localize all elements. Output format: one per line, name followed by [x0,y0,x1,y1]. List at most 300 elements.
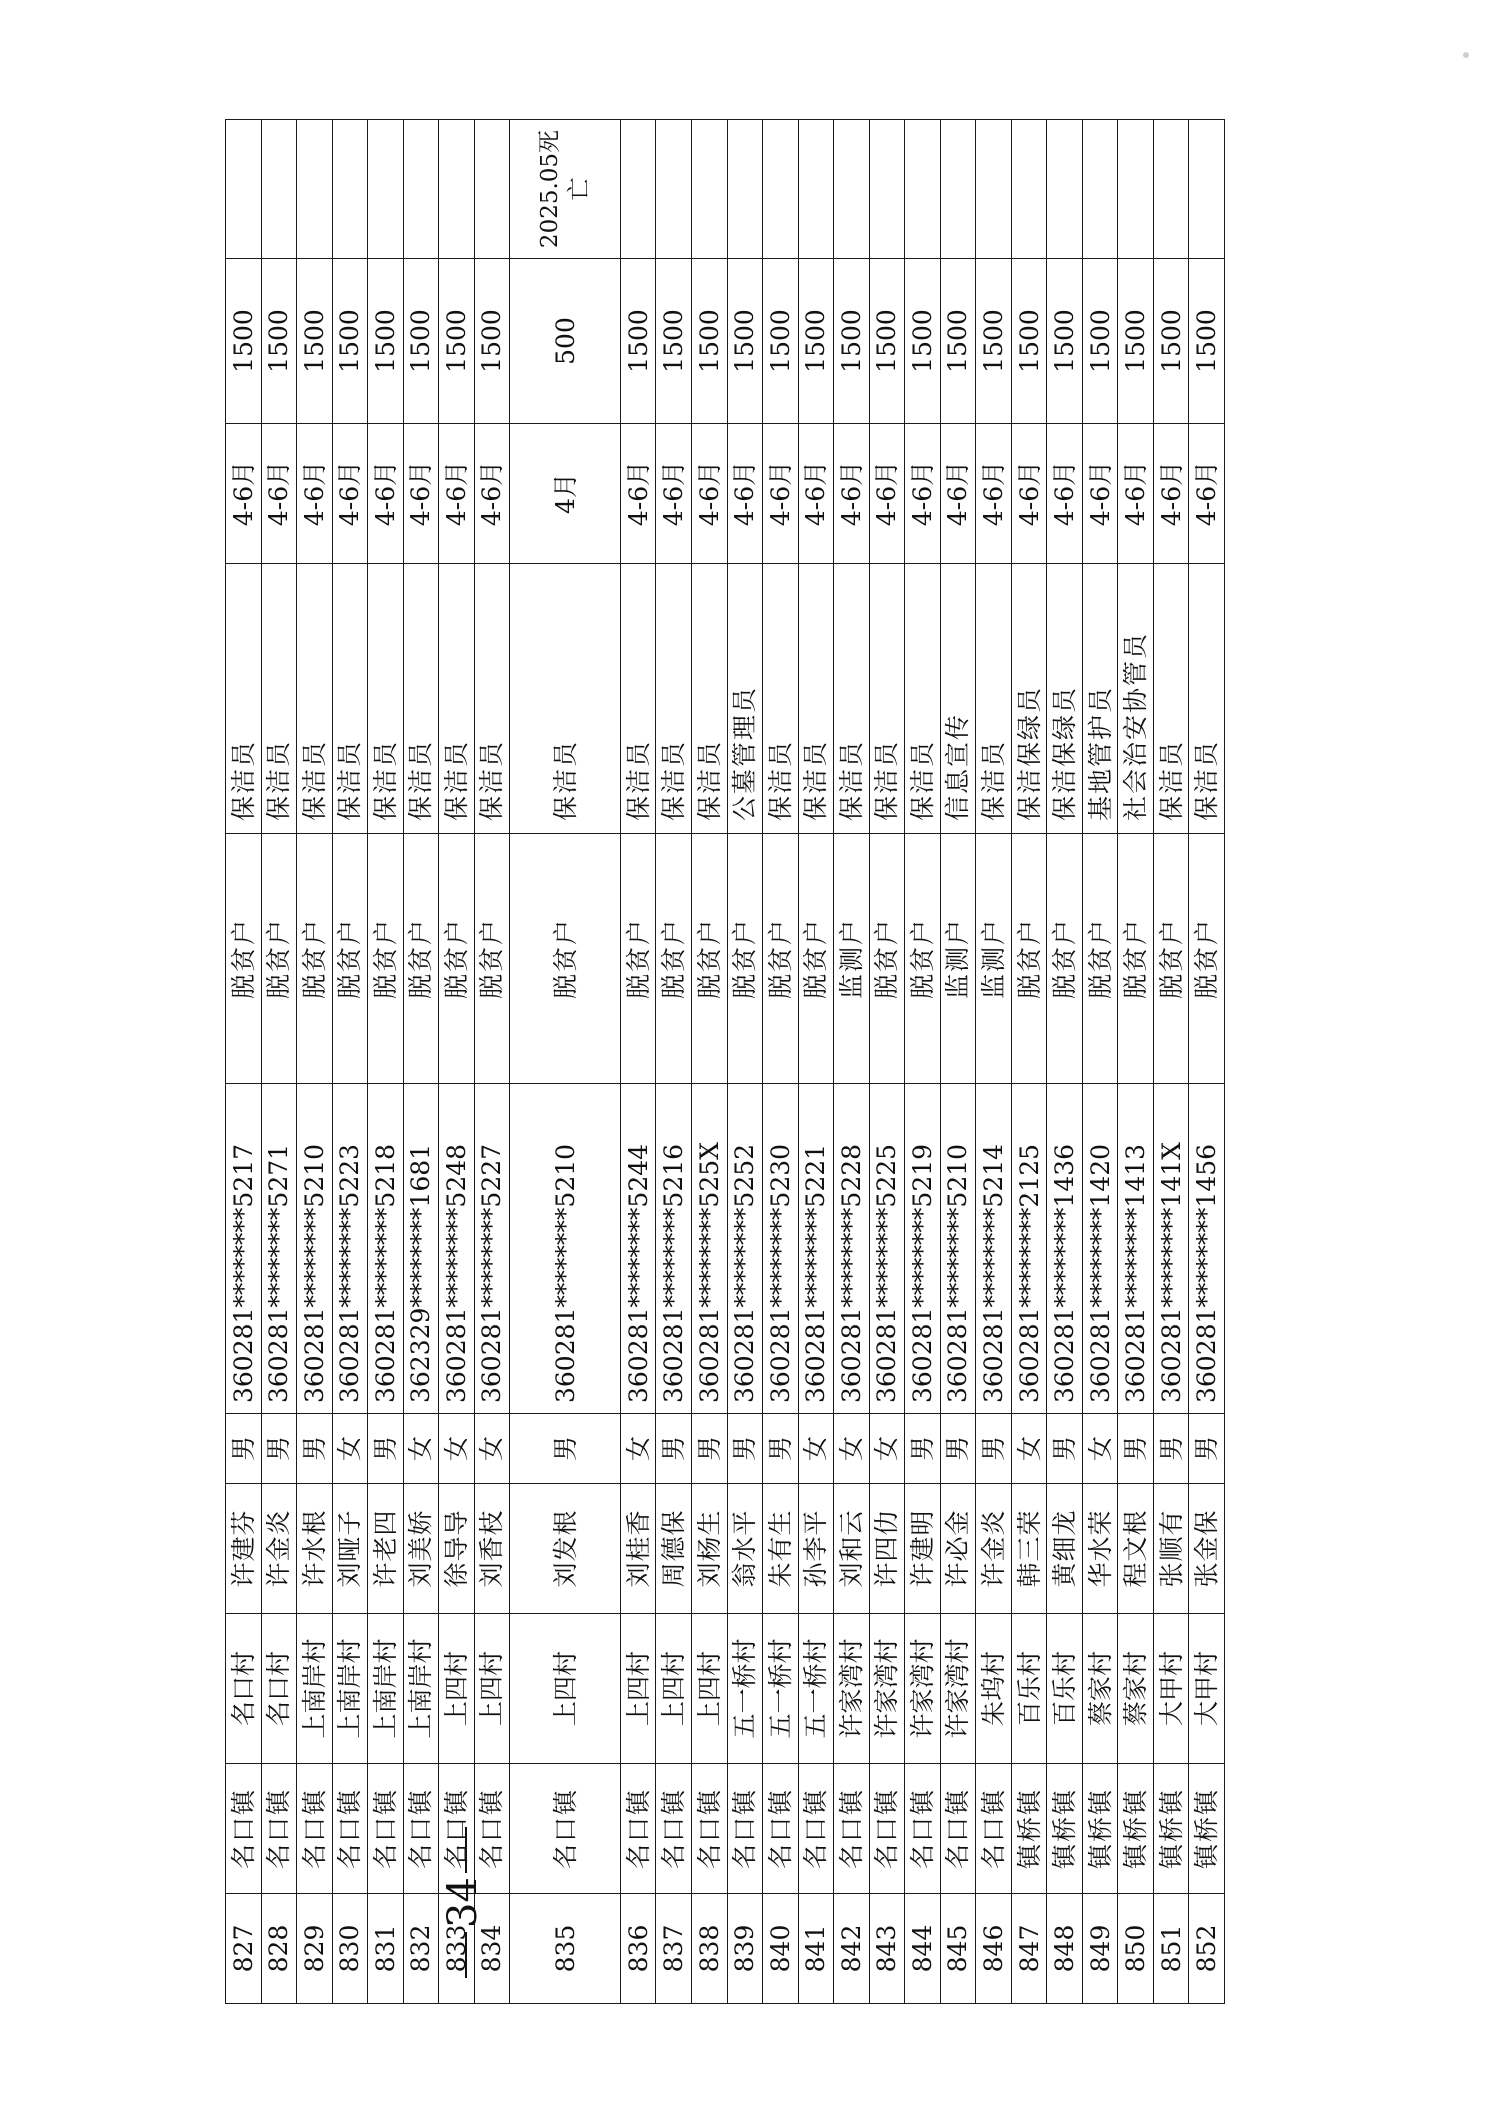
table-row [727,120,763,2004]
cell-note [834,120,870,259]
cell-town: 镇桥镇 [1011,1764,1047,1894]
cell-job: 保洁员 [368,564,404,834]
cell-job: 保洁员 [226,564,262,834]
cell-village: 许家湾村 [869,1614,905,1764]
cell-id-number: 360281********141X [1153,1084,1189,1414]
cell-amount: 1500 [368,259,404,424]
cell-amount: 1500 [940,259,976,424]
cell-name: 刘桂香 [620,1484,656,1614]
cell-household-type: 脱贫户 [763,834,799,1084]
cell-note [332,120,368,259]
cell-village: 上南岸村 [403,1614,439,1764]
cell-household-type: 脱贫户 [1189,834,1225,1084]
cell-job: 保洁员 [510,564,621,834]
cell-id-number: 360281********5244 [620,1084,656,1414]
cell-gender: 女 [620,1414,656,1484]
cell-amount: 1500 [976,259,1012,424]
table-row [1011,120,1047,2004]
cell-town: 名口镇 [869,1764,905,1894]
cell-household-type: 脱贫户 [905,834,941,1084]
cell-town: 名口镇 [226,1764,262,1894]
cell-village: 蔡家村 [1082,1614,1118,1764]
cell-months: 4-6月 [620,424,656,564]
cell-town: 镇桥镇 [1153,1764,1189,1894]
cell-amount: 1500 [905,259,941,424]
cell-village: 五一桥村 [798,1614,834,1764]
cell-town: 名口镇 [403,1764,439,1894]
cell-household-type: 脱贫户 [1047,834,1083,1084]
cell-amount: 500 [510,259,621,424]
cell-name: 程文根 [1118,1484,1154,1614]
cell-number: 828 [261,1894,297,2004]
cell-job: 保洁员 [976,564,1012,834]
cell-months: 4-6月 [1082,424,1118,564]
cell-household-type: 脱贫户 [297,834,333,1084]
cell-months: 4-6月 [1011,424,1047,564]
cell-name: 韩三荣 [1011,1484,1047,1614]
cell-name: 周德保 [656,1484,692,1614]
cell-amount: 1500 [261,259,297,424]
cell-months: 4-6月 [368,424,404,564]
page-number-value: 34 [440,1877,486,1928]
cell-gender: 男 [905,1414,941,1484]
cell-note [1153,120,1189,259]
cell-note [1047,120,1083,259]
cell-gender: 女 [332,1414,368,1484]
cell-town: 名口镇 [439,1764,475,1894]
table-row [976,120,1012,2004]
table-row [226,120,262,2004]
table-row [510,120,621,2004]
table-row [1047,120,1083,2004]
cell-months: 4-6月 [656,424,692,564]
cell-amount: 1500 [727,259,763,424]
cell-name: 许水根 [297,1484,333,1614]
cell-town: 名口镇 [474,1764,510,1894]
cell-number: 845 [940,1894,976,2004]
cell-id-number: 360281********5210 [297,1084,333,1414]
cell-job: 保洁员 [332,564,368,834]
cell-amount: 1500 [620,259,656,424]
cell-id-number: 360281********525X [691,1084,727,1414]
cell-job: 保洁员 [261,564,297,834]
cell-number: 827 [226,1894,262,2004]
cell-household-type: 脱贫户 [439,834,475,1084]
table-row [656,120,692,2004]
cell-village: 名口村 [226,1614,262,1764]
cell-town: 名口镇 [763,1764,799,1894]
cell-job: 保洁保绿员 [1011,564,1047,834]
cell-note [727,120,763,259]
cell-name: 刘杨生 [691,1484,727,1614]
table-row [1153,120,1189,2004]
cell-job: 保洁员 [656,564,692,834]
cell-note [620,120,656,259]
cell-village: 上四村 [439,1614,475,1764]
cell-amount: 1500 [798,259,834,424]
cell-household-type: 监测户 [940,834,976,1084]
cell-town: 名口镇 [332,1764,368,1894]
table-row [332,120,368,2004]
cell-name: 许建明 [905,1484,941,1614]
cell-town: 名口镇 [727,1764,763,1894]
cell-town: 名口镇 [940,1764,976,1894]
table-row [834,120,870,2004]
cell-number: 852 [1189,1894,1225,2004]
cell-village: 上南岸村 [368,1614,404,1764]
cell-amount: 1500 [226,259,262,424]
cell-job: 公墓管理员 [727,564,763,834]
rotated-table-container [225,120,1225,2004]
table-row [1082,120,1118,2004]
cell-name: 许老四 [368,1484,404,1614]
cell-number: 851 [1153,1894,1189,2004]
cell-number: 837 [656,1894,692,2004]
cell-number: 839 [727,1894,763,2004]
cell-note [691,120,727,259]
cell-amount: 1500 [869,259,905,424]
cell-gender: 女 [403,1414,439,1484]
cell-number: 830 [332,1894,368,2004]
cell-household-type: 脱贫户 [620,834,656,1084]
cell-gender: 女 [834,1414,870,1484]
cell-gender: 男 [940,1414,976,1484]
cell-note [226,120,262,259]
cell-note [763,120,799,259]
cell-note [869,120,905,259]
cell-gender: 男 [1118,1414,1154,1484]
cell-months: 4-6月 [439,424,475,564]
cell-number: 834 [474,1894,510,2004]
cell-id-number: 360281********1413 [1118,1084,1154,1414]
cell-job: 保洁员 [905,564,941,834]
cell-gender: 男 [261,1414,297,1484]
cell-town: 名口镇 [834,1764,870,1894]
cell-town: 镇桥镇 [1082,1764,1118,1894]
cell-number: 841 [798,1894,834,2004]
table-row [439,120,475,2004]
cell-job: 保洁员 [439,564,475,834]
cell-town: 名口镇 [691,1764,727,1894]
cell-household-type: 脱贫户 [332,834,368,1084]
cell-amount: 1500 [332,259,368,424]
cell-name: 黄细龙 [1047,1484,1083,1614]
cell-months: 4-6月 [1118,424,1154,564]
cell-town: 名口镇 [656,1764,692,1894]
table-row [905,120,941,2004]
cell-id-number: 360281********5230 [763,1084,799,1414]
cell-name: 刘和云 [834,1484,870,1614]
cell-village: 许家湾村 [905,1614,941,1764]
cell-note [474,120,510,259]
cell-gender: 女 [1011,1414,1047,1484]
cell-household-type: 脱贫户 [226,834,262,1084]
cell-household-type: 脱贫户 [656,834,692,1084]
cell-village: 上四村 [656,1614,692,1764]
cell-household-type: 脱贫户 [510,834,621,1084]
cell-id-number: 360281********5218 [368,1084,404,1414]
cell-months: 4-6月 [976,424,1012,564]
cell-id-number: 360281********5219 [905,1084,941,1414]
cell-job: 保洁员 [297,564,333,834]
page-number-dash-right [465,1827,467,1873]
table-row [403,120,439,2004]
cell-job: 保洁员 [763,564,799,834]
cell-gender: 男 [763,1414,799,1484]
cell-id-number: 362329********1681 [403,1084,439,1414]
cell-village: 上南岸村 [332,1614,368,1764]
cell-id-number: 360281********5210 [940,1084,976,1414]
cell-months: 4-6月 [727,424,763,564]
cell-job: 保洁员 [834,564,870,834]
cell-months: 4-6月 [1189,424,1225,564]
cell-id-number: 360281********1436 [1047,1084,1083,1414]
cell-note [798,120,834,259]
cell-number: 848 [1047,1894,1083,2004]
cell-village: 上四村 [691,1614,727,1764]
cell-number: 835 [510,1894,621,2004]
cell-note [403,120,439,259]
cell-household-type: 脱贫户 [1082,834,1118,1084]
cell-id-number: 360281********5248 [439,1084,475,1414]
cell-note [1118,120,1154,259]
cell-name: 许四仂 [869,1484,905,1614]
cell-town: 名口镇 [297,1764,333,1894]
cell-village: 许家湾村 [834,1614,870,1764]
cell-job: 保洁员 [474,564,510,834]
cell-household-type: 脱贫户 [1153,834,1189,1084]
table-row [368,120,404,2004]
cell-months: 4-6月 [869,424,905,564]
cell-months: 4-6月 [940,424,976,564]
cell-village: 蔡家村 [1118,1614,1154,1764]
cell-town: 名口镇 [510,1764,621,1894]
cell-household-type: 脱贫户 [691,834,727,1084]
cell-amount: 1500 [1153,259,1189,424]
cell-town: 名口镇 [368,1764,404,1894]
cell-number: 846 [976,1894,1012,2004]
cell-amount: 1500 [403,259,439,424]
cell-number: 847 [1011,1894,1047,2004]
cell-name: 许金炎 [261,1484,297,1614]
cell-name: 徐导导 [439,1484,475,1614]
cell-town: 名口镇 [976,1764,1012,1894]
cell-town: 名口镇 [620,1764,656,1894]
cell-household-type: 脱贫户 [1011,834,1047,1084]
cell-village: 五一桥村 [727,1614,763,1764]
cell-job: 保洁员 [691,564,727,834]
cell-town: 名口镇 [798,1764,834,1894]
cell-village: 大甲村 [1153,1614,1189,1764]
cell-household-type: 脱贫户 [474,834,510,1084]
cell-village: 上四村 [620,1614,656,1764]
cell-job: 保洁员 [620,564,656,834]
cell-amount: 1500 [763,259,799,424]
table-row [869,120,905,2004]
cell-gender: 女 [1082,1414,1118,1484]
cell-note [297,120,333,259]
cell-amount: 1500 [834,259,870,424]
cell-household-type: 监测户 [834,834,870,1084]
cell-id-number: 360281********5217 [226,1084,262,1414]
cell-months: 4-6月 [474,424,510,564]
cell-note [976,120,1012,259]
table-row [1118,120,1154,2004]
cell-months: 4-6月 [905,424,941,564]
cell-job: 保洁员 [1189,564,1225,834]
cell-months: 4-6月 [332,424,368,564]
cell-id-number: 360281********5221 [798,1084,834,1414]
cell-town: 镇桥镇 [1118,1764,1154,1894]
cell-number: 840 [763,1894,799,2004]
cell-number: 842 [834,1894,870,2004]
cell-months: 4-6月 [1153,424,1189,564]
cell-village: 百乐村 [1011,1614,1047,1764]
cell-note [439,120,475,259]
cell-id-number: 360281********5210 [510,1084,621,1414]
cell-amount: 1500 [691,259,727,424]
cell-number: 836 [620,1894,656,2004]
cell-id-number: 360281********1456 [1189,1084,1225,1414]
cell-household-type: 脱贫户 [727,834,763,1084]
cell-id-number: 360281********5216 [656,1084,692,1414]
scan-speck [1463,52,1469,58]
table-row [261,120,297,2004]
cell-id-number: 360281********1420 [1082,1084,1118,1414]
cell-note [905,120,941,259]
table-body [226,120,1225,2004]
page-number-dash-left [465,1932,467,1978]
cell-household-type: 脱贫户 [403,834,439,1084]
cell-number: 832 [403,1894,439,2004]
cell-name: 华水荣 [1082,1484,1118,1614]
cell-name: 张金保 [1189,1484,1225,1614]
cell-name: 刘发根 [510,1484,621,1614]
cell-job: 社会治安协管员 [1118,564,1154,834]
cell-village: 上四村 [510,1614,621,1764]
cell-household-type: 脱贫户 [261,834,297,1084]
cell-gender: 男 [510,1414,621,1484]
cell-months: 4-6月 [403,424,439,564]
cell-amount: 1500 [1082,259,1118,424]
page-number [440,1823,486,1982]
cell-note [1189,120,1225,259]
cell-number: 833 [439,1894,475,2004]
cell-amount: 1500 [656,259,692,424]
cell-job: 保洁员 [798,564,834,834]
cell-household-type: 脱贫户 [869,834,905,1084]
cell-number: 843 [869,1894,905,2004]
cell-number: 829 [297,1894,333,2004]
table-row [620,120,656,2004]
cell-household-type: 脱贫户 [798,834,834,1084]
cell-name: 许金炎 [976,1484,1012,1614]
cell-id-number: 360281********5227 [474,1084,510,1414]
cell-name: 朱有生 [763,1484,799,1614]
cell-number: 849 [1082,1894,1118,2004]
cell-id-number: 360281********5225 [869,1084,905,1414]
cell-number: 831 [368,1894,404,2004]
cell-job: 保洁保绿员 [1047,564,1083,834]
cell-note [368,120,404,259]
cell-id-number: 360281********5271 [261,1084,297,1414]
cell-note [1082,120,1118,259]
cell-months: 4-6月 [691,424,727,564]
cell-job: 信息宣传 [940,564,976,834]
table-row [940,120,976,2004]
cell-household-type: 监测户 [976,834,1012,1084]
table-row [691,120,727,2004]
cell-name: 刘美娇 [403,1484,439,1614]
cell-months: 4-6月 [763,424,799,564]
cell-gender: 男 [226,1414,262,1484]
cell-id-number: 360281********2125 [1011,1084,1047,1414]
cell-id-number: 360281********5252 [727,1084,763,1414]
cell-amount: 1500 [439,259,475,424]
cell-gender: 男 [691,1414,727,1484]
cell-village: 大甲村 [1189,1614,1225,1764]
cell-name: 刘哑子 [332,1484,368,1614]
cell-gender: 男 [1189,1414,1225,1484]
cell-id-number: 360281********5214 [976,1084,1012,1414]
cell-gender: 男 [656,1414,692,1484]
cell-village: 五一桥村 [763,1614,799,1764]
table-row [798,120,834,2004]
cell-gender: 男 [297,1414,333,1484]
cell-note [261,120,297,259]
table-row [297,120,333,2004]
cell-amount: 1500 [1118,259,1154,424]
cell-number: 850 [1118,1894,1154,2004]
cell-village: 许家湾村 [940,1614,976,1764]
cell-months: 4月 [510,424,621,564]
cell-months: 4-6月 [834,424,870,564]
cell-gender: 男 [1153,1414,1189,1484]
cell-gender: 女 [869,1414,905,1484]
cell-town: 名口镇 [261,1764,297,1894]
cell-village: 上四村 [474,1614,510,1764]
cell-gender: 女 [798,1414,834,1484]
cell-months: 4-6月 [798,424,834,564]
cell-name: 翁水平 [727,1484,763,1614]
cell-number: 838 [691,1894,727,2004]
cell-name: 许必金 [940,1484,976,1614]
cell-job: 保洁员 [1153,564,1189,834]
cell-village: 百乐村 [1047,1614,1083,1764]
cell-number: 844 [905,1894,941,2004]
cell-gender: 女 [439,1414,475,1484]
cell-months: 4-6月 [226,424,262,564]
cell-amount: 1500 [1047,259,1083,424]
cell-amount: 1500 [474,259,510,424]
table-row [474,120,510,2004]
cell-gender: 男 [976,1414,1012,1484]
cell-household-type: 脱贫户 [368,834,404,1084]
cell-note [656,120,692,259]
cell-village: 名口村 [261,1614,297,1764]
cell-village: 上南岸村 [297,1614,333,1764]
cell-job: 保洁员 [869,564,905,834]
cell-id-number: 360281********5223 [332,1084,368,1414]
cell-amount: 1500 [1011,259,1047,424]
cell-village: 朱坞村 [976,1614,1012,1764]
cell-id-number: 360281********5228 [834,1084,870,1414]
cell-name: 孙李平 [798,1484,834,1614]
cell-name: 张顺有 [1153,1484,1189,1614]
cell-gender: 男 [368,1414,404,1484]
cell-months: 4-6月 [297,424,333,564]
cell-town: 镇桥镇 [1047,1764,1083,1894]
